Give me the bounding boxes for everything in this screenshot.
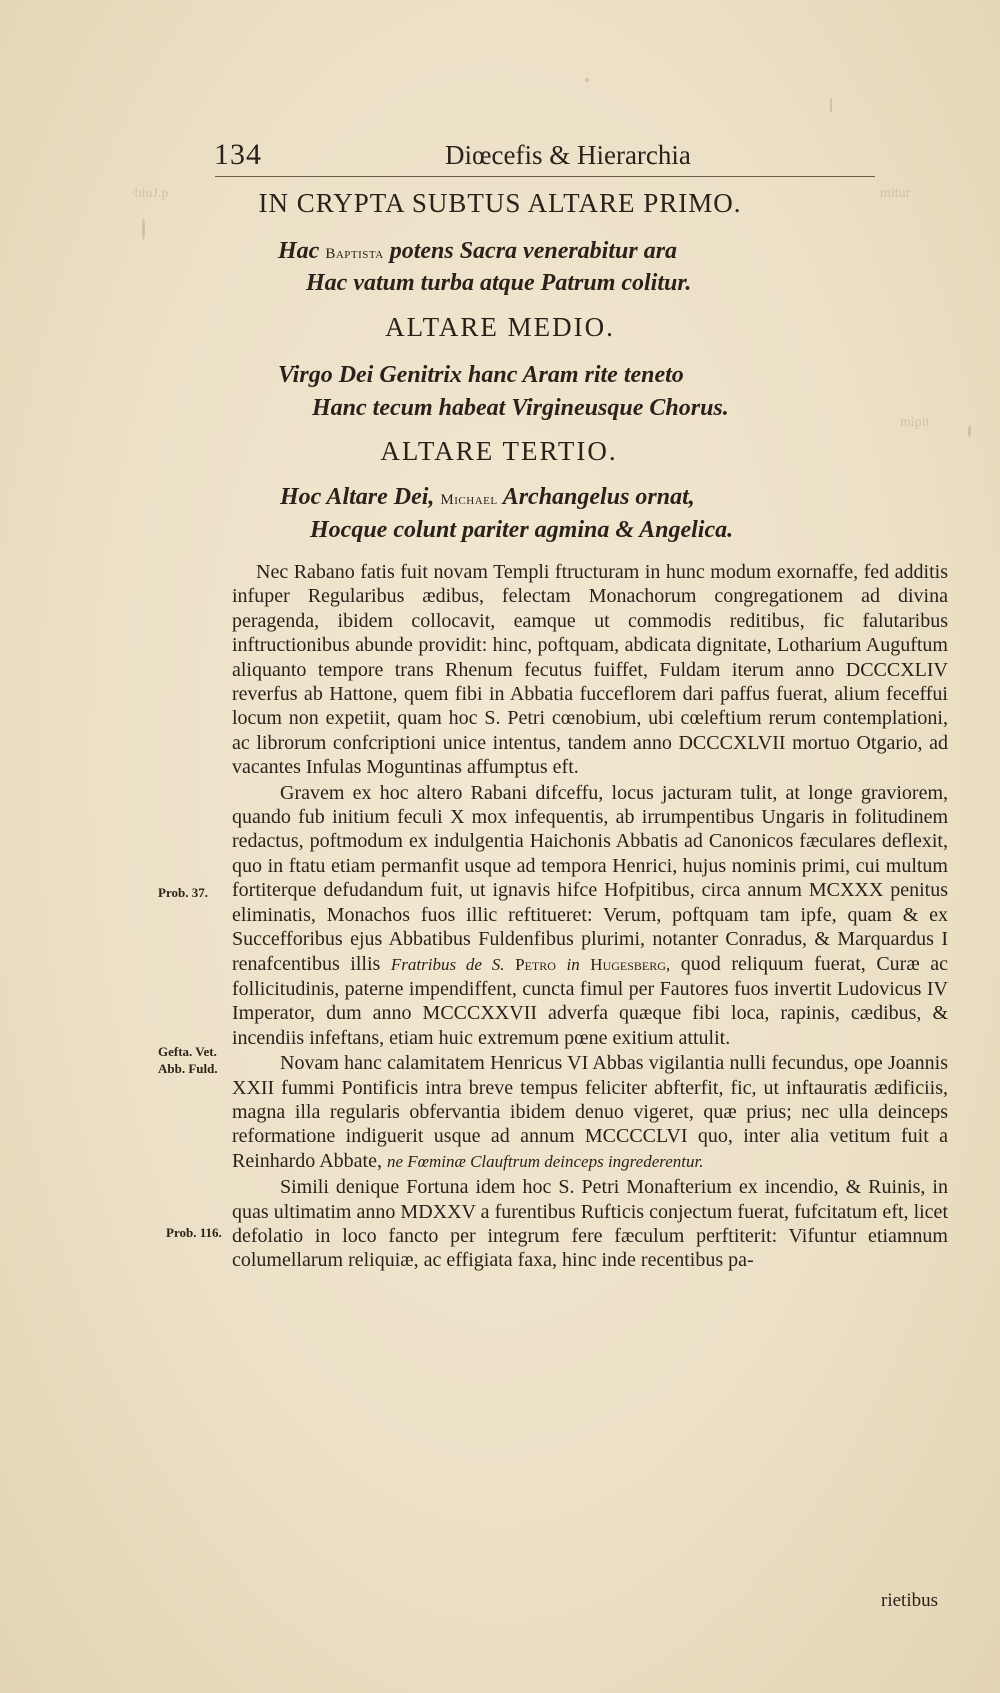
- paragraph: [232, 781, 948, 1050]
- bleed-through: mitur: [880, 186, 911, 201]
- heading-medio: ALTARE MEDIO.: [385, 312, 615, 342]
- place-name: Petro: [515, 954, 556, 974]
- italic-word: in: [566, 954, 580, 974]
- italic-phrase: ne Fœminæ Clauftrum deinceps ingrederentur.: [386, 1151, 704, 1171]
- verse-name: Michael: [440, 492, 498, 508]
- paragraph: Nec Rabano fatis fuit novam Templi ftructuram in hunc modum exornaffe, fed additis infuper Regularibus ædibus, felectam Monachorum congregationem ad divina peragenda, ibidem collocavit, eamque ut commodis reditibus, fic falutaribus inftructionibus abunde providit: hinc, poftquam, abdicata dignitate, Lotharium Auguftum aliquanto tempore trans Rhenum fecutus fuiffet, Fuldam iterum anno DCCCXLIV reverfus ab Hattone, quem fibi in Abbatia fucceflorem dari paffus fuerat, alium feceffui locum non expetiit, quam hoc S. Petri cœnobium, ubi cœleftium rerum contemplationi, ac librorum confcriptioni unice intentus, tandem anno DCCCXLVII mortuo Otgario, ad vacantes Infulas Moguntinas affumptus eft.: [232, 561, 948, 779]
- paragraph-text: Gravem ex hoc altero Rabani difceffu, locus jacturam tulit, at longe graviorem, quando fub initium feculi X mox infequentis, ab irrumpentibus Ungaris in folitudinem redactus, poftmodum ex indulgentia Haichonis Abbatis ad Canonicos fæculares deflexit, quo in ftatu etiam permanfit usque ad tempora Henrici, hujus nominis primi, cui multum fortiterque defudandum fuit, ut ignavis hifce Hofpitibus, circa annum MCXXX penitus eliminatis, Monachos fuos illic reftitueret: Verum, poftquam tam ipfe, quam & ex Succefforibus ejus Abbatibus Fuldenfibus plurimi, notanter Conradus, & Marquardus I renafcentibus illis: [232, 781, 948, 975]
- verse-line: Hanc tecum habeat Virgineusque Chorus.: [312, 395, 729, 421]
- italic-phrase: Fratribus de S.: [390, 954, 505, 974]
- paper-speck: [142, 218, 145, 240]
- paper-speck: [830, 98, 832, 112]
- verse-word: Hoc Altare Dei,: [280, 484, 435, 510]
- verse-line: [278, 238, 677, 265]
- paragraph-text: Novam hanc calamitatem Henricus VI Abbas vigilantia nulli fecundus, ope Joannis XXII fummi Pontificis intra breve tempus feliciter abfterfit, fic, ut inftauratis ædificiis, magna illa regularis obfervantia ibidem denuo vigeret, quæ prius; nec ulla deinceps reformatione indiguerit usque ad annum MCCCCLVI quo, inter alia vetitum fuit a Reinhardo Abbate,: [232, 1052, 948, 1172]
- heading-tertio: ALTARE TERTIO.: [380, 436, 618, 466]
- place-name: Hugesberg,: [590, 954, 671, 974]
- paragraph: Simili denique Fortuna idem hoc S. Petri Monafterium ex incendio, & Ruinis, in quas ultimatim anno MDXXV a furentibus Rufticis conjectum fuerat, fufcitatum eft, licet defolatio in loco fancto per integrum fere fæculum perftiterit: Vifuntur etiamnum columellarum reliquiæ, ac effigiata faxa, hinc inde recentibus pa-: [232, 1176, 948, 1272]
- page-header: [0, 138, 1000, 178]
- margin-note-prob116: Prob. 116.: [166, 1225, 222, 1240]
- paragraph-text: quod reliquum fuerat, Curæ ac follicitudinis, paterne impendiffent, cuncta fimul per Fautores fuos invertit Ludovicus IV Imperator, dum anno MCCCXXVII adverfa quæque fibi loca, rapinis, cædibus, & incendiis infeftans, etiam huic extremum pœne exitium attulit.: [232, 952, 948, 1049]
- verse-line: Hocque colunt pariter agmina & Angelica.: [310, 517, 734, 543]
- bleed-through: ·biuJ.p: [130, 186, 169, 201]
- verse-line: Hac vatum turba atque Patrum colitur.: [306, 270, 692, 296]
- catchword: rietibus: [881, 1590, 938, 1611]
- verse-word: potens Sacra venerabitur ara: [389, 238, 678, 264]
- margin-note-prob37: Prob. 37.: [158, 885, 208, 900]
- margin-note-line: Abb. Fuld.: [158, 1061, 218, 1076]
- bleed-through: mipit: [900, 415, 930, 430]
- verse-word: Hac: [278, 238, 320, 264]
- paper-speck: [585, 78, 589, 82]
- heading-crypta: IN CRYPTA SUBTUS ALTARE PRIMO.: [258, 188, 742, 218]
- verse-word: Archangelus ornat,: [502, 484, 695, 510]
- paragraph: [232, 1051, 948, 1174]
- verse-line: Virgo Dei Genitrix hanc Aram rite teneto: [278, 362, 684, 388]
- verse-line: [280, 484, 695, 511]
- margin-note-line: Gefta. Vet.: [158, 1044, 217, 1059]
- verse-name: Baptista: [325, 246, 384, 262]
- body-text: [232, 560, 948, 1274]
- margin-note-gesta: [158, 1043, 218, 1077]
- header-rule: [215, 176, 875, 177]
- page-number: 134: [214, 138, 262, 171]
- running-title: Diœcefis & Hierarchia: [445, 140, 691, 170]
